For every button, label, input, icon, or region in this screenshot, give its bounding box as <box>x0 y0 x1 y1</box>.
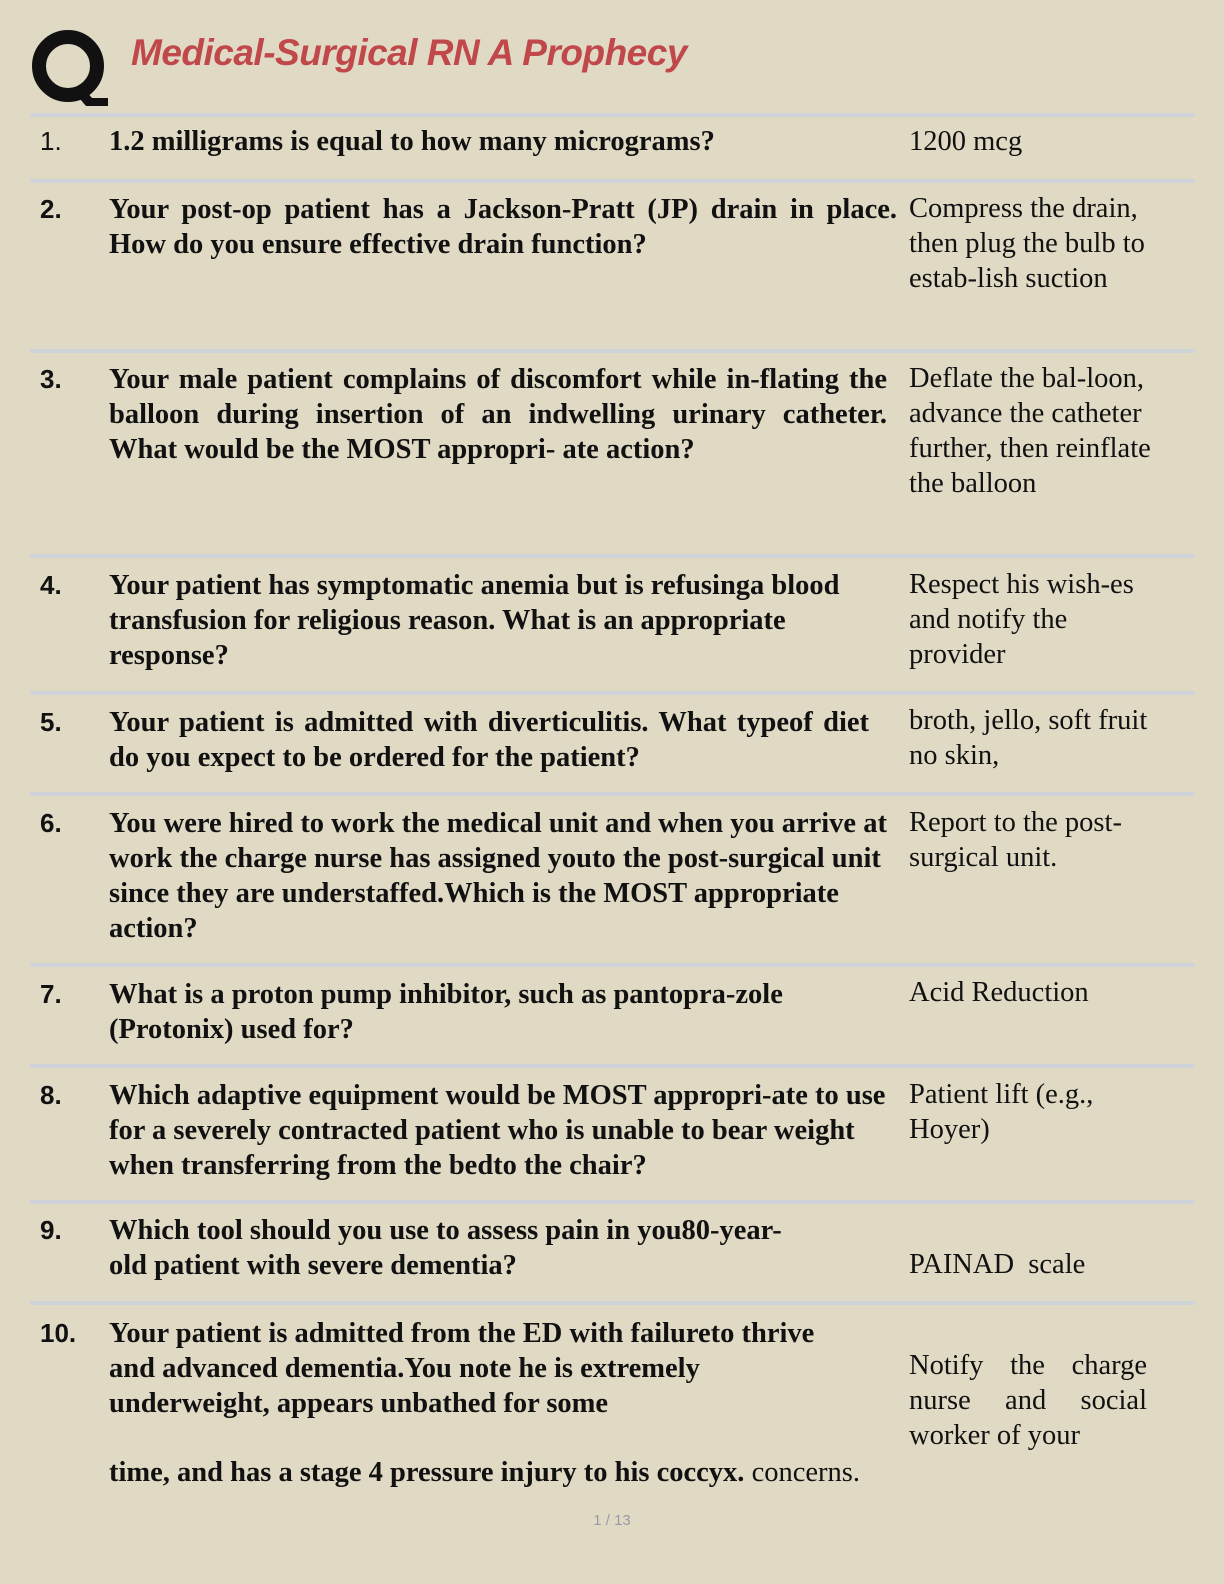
question-text: Your patient is admitted from the ED with failureto thrive and advanced dementia.You note he is extremely underweight, appears unbathed for some <box>109 1318 815 1419</box>
question-text: Your post-op patient has a Jackson-Pratt (JP) drain in place. How do you ensure effective drain function? <box>109 194 897 260</box>
answer-text: Acid Reduction <box>909 977 1089 1008</box>
divider <box>30 792 1195 796</box>
question-number: 3. <box>40 364 62 394</box>
question-number: 10. <box>40 1318 77 1348</box>
answer-text-end: concerns. <box>751 1457 860 1488</box>
question-text: Your male patient complains of discomfort while in-flating the balloon during insertion of an indwelling urinary catheter. What would be the MOST appropri- ate action? <box>109 364 887 465</box>
question-text: Which tool should you use to assess pain in you80-year-old patient with severe dementia? <box>109 1215 782 1281</box>
question-text: 1.2 milligrams is equal to how many micrograms? <box>109 126 715 157</box>
question-number: 9. <box>40 1215 62 1245</box>
divider <box>30 1200 1195 1204</box>
question-number: 6. <box>40 808 62 838</box>
question-text: What is a proton pump inhibitor, such as pantopra-zole (Protonix) used for? <box>109 979 783 1045</box>
answer-text: Deflate the bal-loon, advance the catheter further, then reinflate the balloon <box>909 363 1151 499</box>
divider <box>30 1064 1195 1068</box>
question-number: 2. <box>40 194 62 224</box>
question-continuation <box>109 1455 860 1490</box>
divider <box>30 113 1195 117</box>
answer-text: Patient lift (e.g., Hoyer) <box>909 1079 1094 1145</box>
question-number: 8. <box>40 1080 62 1110</box>
question-number: 4. <box>40 570 62 600</box>
answer-text: Compress the drain, then plug the bulb to estab-lish suction <box>909 193 1145 294</box>
question-text: You were hired to work the medical unit and when you arrive at work the charge nurse has assigned youto the post-surgical unit since they are understaffed.Which is the MOST appropriate action? <box>109 808 887 944</box>
answer-text: 1200 mcg <box>909 126 1023 157</box>
page-title: Medical-Surgical RN A Prophecy <box>131 32 687 73</box>
question-number: 1. <box>40 126 62 156</box>
divider <box>30 963 1195 967</box>
divider <box>30 349 1195 353</box>
answer-text: Report to the post-surgical unit. <box>909 807 1122 873</box>
answer-text: PAINAD scale <box>909 1249 1086 1280</box>
question-number: 5. <box>40 707 62 737</box>
answer-text: Respect his wish-es and notify the provider <box>909 569 1134 670</box>
question-text: Which adaptive equipment would be MOST appropri-ate to use for a severely contracted patient who is unable to bear weight when transferring from the bedto the chair? <box>109 1080 886 1181</box>
divider <box>30 691 1195 695</box>
page-indicator: 1 / 13 <box>593 1512 631 1529</box>
divider <box>30 1301 1195 1305</box>
question-text: Your patient has symptomatic anemia but is refusinga blood transfusion for religious reason. What is an appropriate response? <box>109 570 840 671</box>
answer-text: broth, jello, soft fruit no skin, <box>909 705 1148 771</box>
question-number: 7. <box>40 979 62 1009</box>
answer-text: Notify the charge nurse and social worker of your <box>909 1350 1147 1451</box>
divider <box>30 554 1195 558</box>
question-text-end: time, and has a stage 4 pressure injury to his coccyx. <box>109 1457 745 1488</box>
question-text: Your patient is admitted with diverticulitis. What typeof diet do you expect to be ordered for the patient? <box>109 707 869 773</box>
q-logo-icon <box>30 28 110 108</box>
divider <box>30 179 1195 183</box>
